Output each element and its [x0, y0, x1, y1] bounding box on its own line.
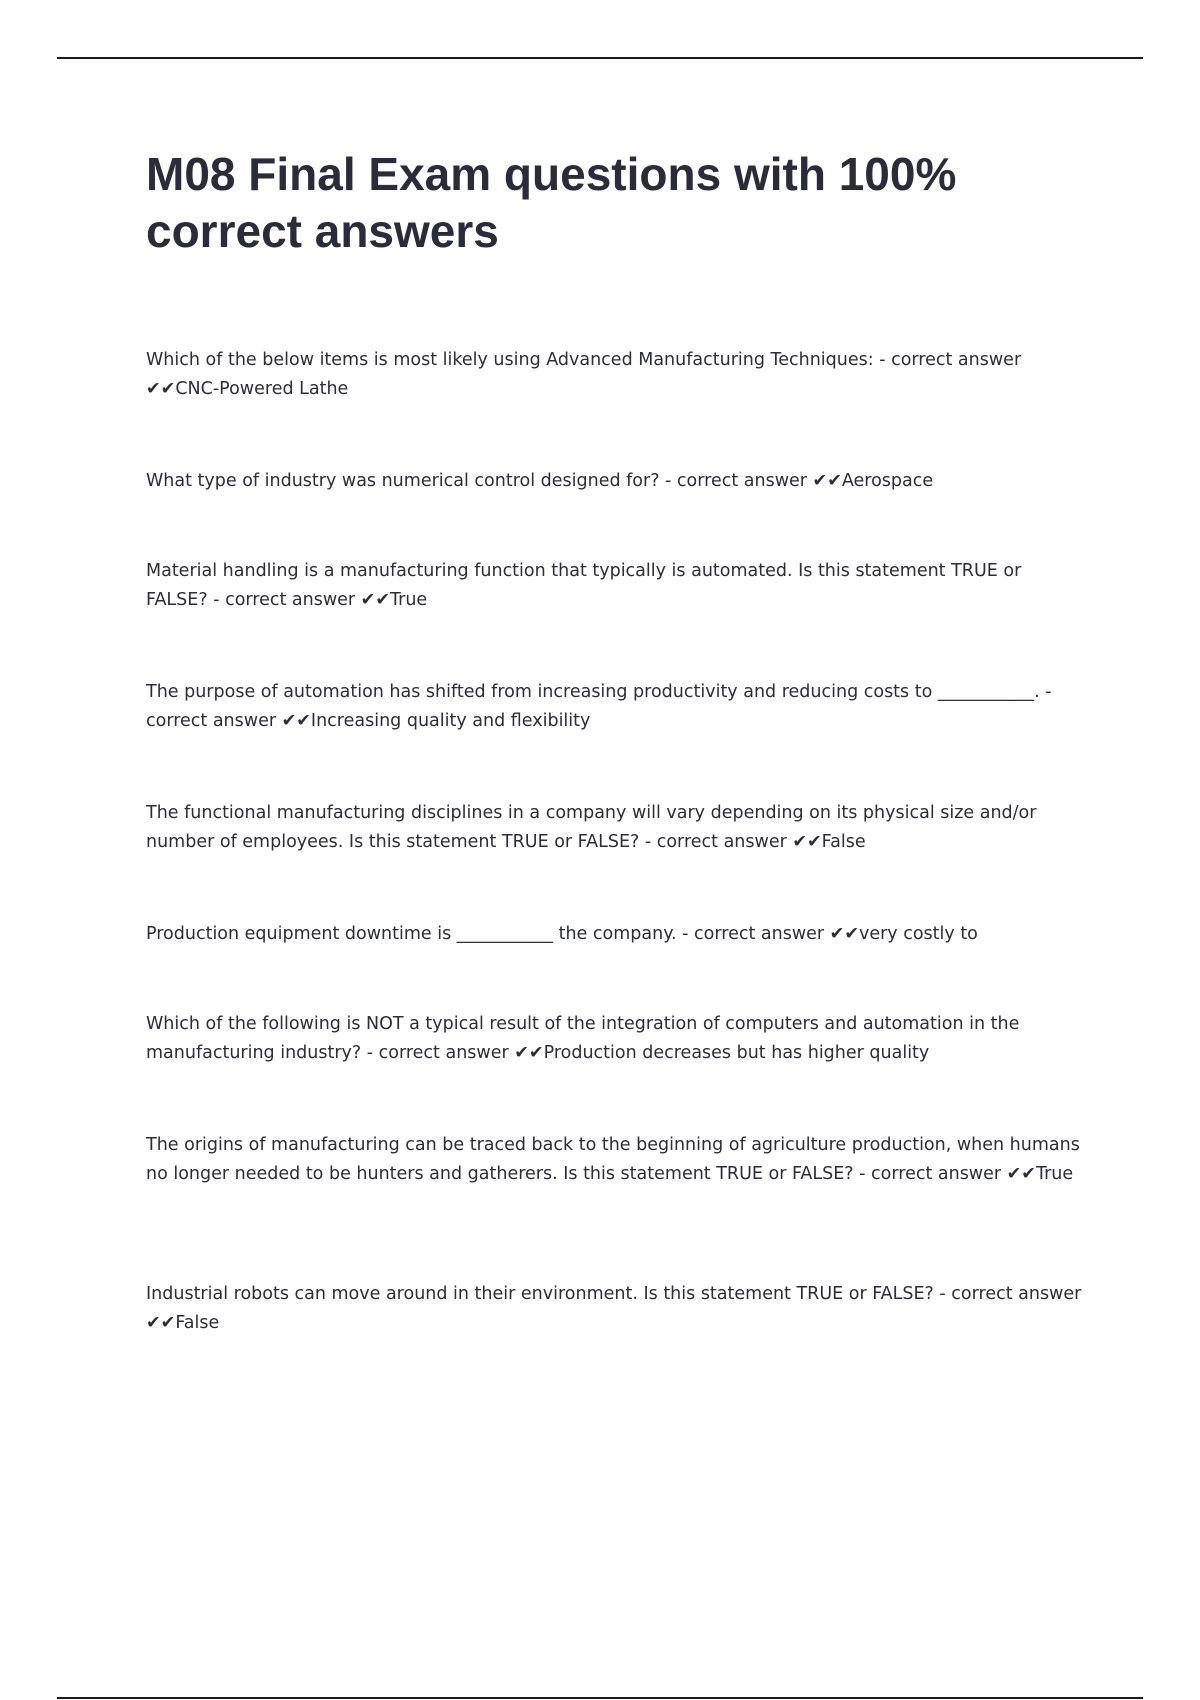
question-item-5: The functional manufacturing disciplines in a company will vary depending on its physical size and/or number of employees. Is this statement TRUE or FALSE? - correct answer ✔✔False	[146, 803, 1037, 852]
question-item-9: Industrial robots can move around in their environment. Is this statement TRUE or FALSE? - correct answer ✔✔False	[146, 1284, 1082, 1333]
question-item-1: Which of the below items is most likely using Advanced Manufacturing Techniques: - correct answer ✔✔CNC-Powered Lathe	[146, 350, 1022, 399]
question-item-2: What type of industry was numerical control designed for? - correct answer ✔✔Aerospace	[146, 471, 934, 491]
question-item-6: Production equipment downtime is ___________ the company. - correct answer ✔✔very costly to	[146, 924, 978, 944]
question-item-3: Material handling is a manufacturing function that typically is automated. Is this statement TRUE or FALSE? - correct answer ✔✔True	[146, 561, 1022, 610]
question-list	[146, 346, 1086, 1401]
bottom-rule	[57, 1697, 1143, 1699]
question-item-4: The purpose of automation has shifted from increasing productivity and reducing costs to ___________. - correct answer ✔✔Increasing quality and flexibility	[146, 682, 1052, 731]
question-item-7: Which of the following is NOT a typical result of the integration of computers and automation in the manufacturing industry? - correct answer ✔✔Production decreases but has higher quality	[146, 1014, 1020, 1063]
top-rule	[57, 57, 1143, 59]
question-item-8: The origins of manufacturing can be traced back to the beginning of agriculture production, when humans no longer needed to be hunters and gatherers. Is this statement TRUE or FALSE? - correct answer ✔✔True	[146, 1135, 1080, 1184]
document-title: M08 Final Exam questions with 100% correct answers	[146, 148, 957, 257]
